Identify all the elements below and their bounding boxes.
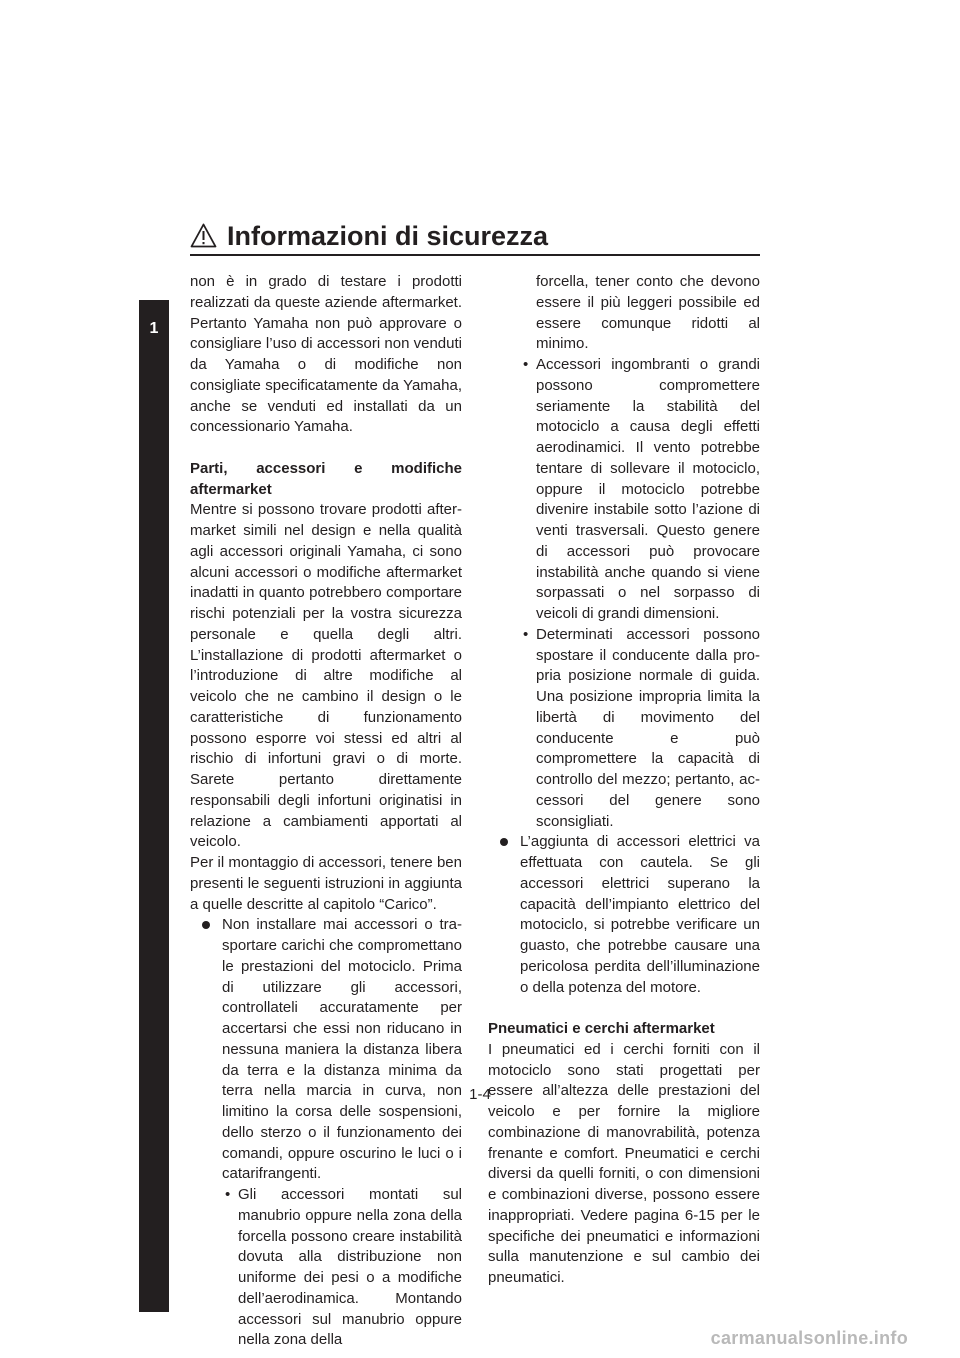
header-rule [190,254,760,256]
warning-triangle-icon [190,223,217,248]
chapter-number: 1 [149,320,159,337]
paragraph-tyres: I pneumatici ed i cerchi forniti con il motociclo sono stati progettati per essere all’altezza delle prestazioni del veicolo e per fornire la migliore combinazione di manovrabilità, potenza frenante e comfort. Pneumatici e cerchi diversi da quelli forniti, o con dimensioni e combinazioni diverse, possono essere inappropriati. Vedere pagina 6-15 per le specifiche dei pneumatici e informazioni sulla manutenzione e sul cambio dei pneumatici. [488,1040,760,1286]
paragraph-accessories: Per il montaggio di accessori, tenere ben presenti le seguenti istruzioni in aggiunta a quelle descritte al capitolo “Carico”. [190,854,462,913]
sub-bullet-item: • Determinati accessori possono spostare il conducente dalla propria posizione normale di guida. Una posizione impropria limita la libertà di movimento del conducente e può compromettere la capacità di controllo del mezzo; pertanto, accessori del genere sono sconsigliati. [488,625,760,833]
right-column [488,272,760,1289]
sub-bullet-continuation: forcella, tener conto che devono essere il più leggeri possibile ed essere comunque ridotti al minimo. [536,273,760,353]
sub-bullet-item: • Accessori ingombranti o grandi possono compromettere seriamente la stabilità del motociclo a causa degli effetti aerodinamici. Il vento potrebbe tentare di sollevare il motociclo, oppure il motociclo potrebbe divenire instabile sotto l’azione di venti trasversali. Questo genere di accessori può provocare instabilità anche quando si viene sorpassati o nel sorpasso di veicoli di grandi dimensioni. [488,355,760,625]
chapter-tab [139,300,169,1312]
section-heading-aftermarket: Parti, accessori e modifiche aftermarket [190,459,462,498]
intro-paragraph: non è in grado di testare i prodotti realizzati da queste aziende aftermarket. Pertanto Yamaha non può approvare o consigliare l’uso di accessori non venduti da Yamaha o di modifiche non consigliate specificatamente da Yamaha, anche se venduti ed installati da un concessionario Yamaha. [190,273,462,436]
page-header [190,218,760,258]
sub-bullet-item: • Gli accessori montati sul manubrio oppure nella zona della forcella possono creare instabilità dovuta alla distribuzione non uniforme dei pesi o a modifiche dell’aerodinamica. Montando accessori sul manubrio oppure nella zona della [190,1185,462,1351]
section-heading-tyres: Pneumatici e cerchi aftermarket [488,1020,715,1037]
bullet-item: Non installare mai accessori o trasportare carichi che compromettano le prestazioni del motociclo. Prima di utilizzare gli accessori, controllateli accuratamente per accertarsi che essi non riducano in nessuna maniera la distanza libera da terra e la distanza minima da terra nella marcia in curva, non limitino la corsa delle sospensioni, dello sterzo o il funzionamento dei comandi, oppure oscurino le luci o i catarifrangenti. [190,915,462,1185]
paragraph-aftermarket: Mentre si possono trovare prodotti aftermarket simili nel design e nella qualità agli accessori originali Yamaha, ci sono alcuni accessori o modifiche aftermarket inadatti in quanto potrebbero comportare rischi potenziali per la vostra sicurezza personale e quella degli altri. L’installazione di prodotti aftermarket o l’introduzione di altre modifiche al veicolo che ne cambino il design o le caratteristiche di funzionamento possono esporre voi stessi ed altri al rischio di infortuni gravi o di morte. Sarete pertanto direttamente responsabili degli infortuni originatisi in relazione a cambiamenti apportati al veicolo. [190,501,462,851]
page-number: 1-4 [469,1086,491,1103]
watermark: carmanualsonline.info [710,1328,908,1348]
page-title: Informazioni di sicurezza [227,221,549,251]
bullet-item: L’aggiunta di accessori elettrici va effettuata con cautela. Se gli accessori elettrici superano la capacità dell’impianto elettrico del motociclo, si potrebbe verificare un guasto, che potrebbe causare una pericolosa perdita dell’illuminazione o della potenza del motore. [488,832,760,998]
left-column [190,272,462,1351]
